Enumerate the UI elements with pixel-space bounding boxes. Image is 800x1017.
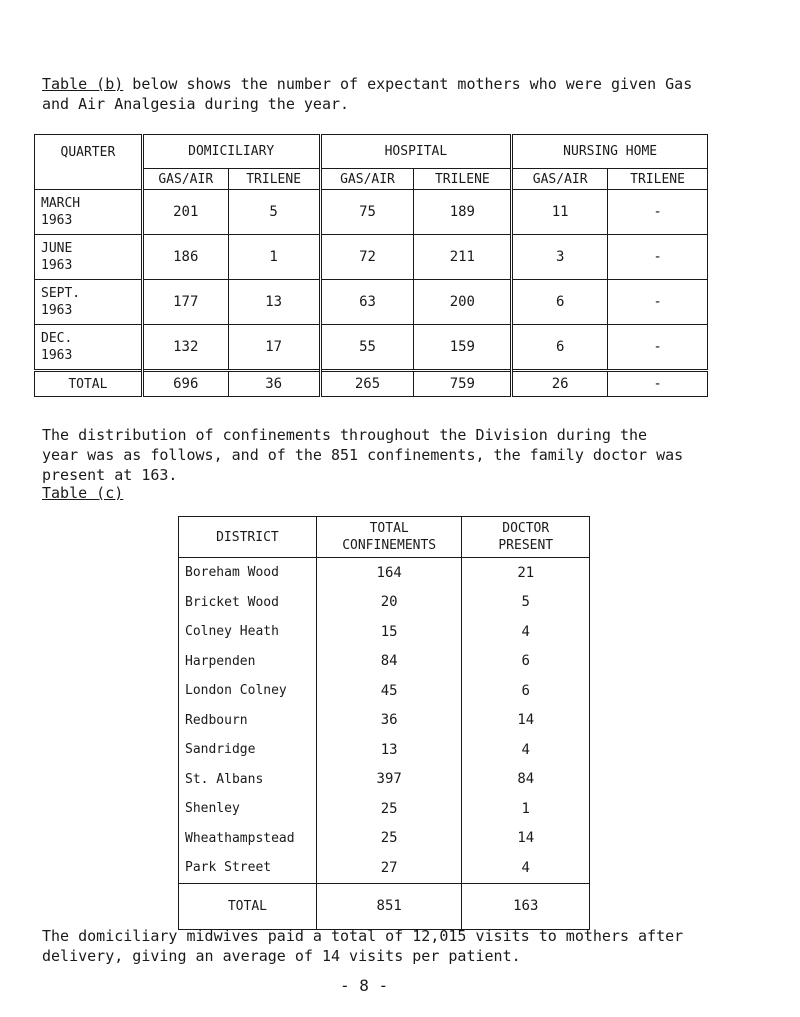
doctor-present: 4 <box>462 617 590 647</box>
total-cell: 26 <box>512 371 608 397</box>
district-name: Bricket Wood <box>179 588 317 618</box>
value-cell: 177 <box>142 280 228 325</box>
doctor-present: 6 <box>462 647 590 677</box>
quarter-cell <box>35 235 143 280</box>
value-cell: 132 <box>142 325 228 371</box>
value-cell: 72 <box>320 235 414 280</box>
total-confinements: 20 <box>316 588 462 618</box>
total-label: TOTAL <box>35 371 143 397</box>
doctor-present: 4 <box>462 853 590 883</box>
intro-line-1-rest: below shows the number of expectant mothers who were given Gas <box>123 75 693 93</box>
table-row <box>179 735 590 765</box>
header-doctor-line-2: PRESENT <box>498 538 554 553</box>
value-cell: 1 <box>228 235 320 280</box>
subheader-dom-gas-air: GAS/AIR <box>142 169 228 190</box>
district-name: Redbourn <box>179 706 317 736</box>
total-cell: 759 <box>414 371 512 397</box>
value-cell: 13 <box>228 280 320 325</box>
total-confinements: 25 <box>316 824 462 854</box>
total-confinements: 851 <box>316 883 462 929</box>
distribution-paragraph <box>42 425 762 485</box>
table-row <box>179 676 590 706</box>
subheader-nh-trilene: TRILENE <box>608 169 708 190</box>
value-cell: 189 <box>414 190 512 235</box>
doctor-present: 4 <box>462 735 590 765</box>
quarter-label: JUNE <box>41 241 73 256</box>
district-name: Shenley <box>179 794 317 824</box>
doctor-present: 14 <box>462 824 590 854</box>
total-confinements: 45 <box>316 676 462 706</box>
value-cell: - <box>608 280 708 325</box>
table-row <box>179 647 590 677</box>
table-row <box>179 765 590 795</box>
quarter-year: 1963 <box>41 213 73 228</box>
table-row <box>179 706 590 736</box>
table-c-title: Table (c) <box>42 484 124 502</box>
value-cell: - <box>608 190 708 235</box>
gas-air-analgesia-table <box>34 134 708 397</box>
total-confinements: 27 <box>316 853 462 883</box>
district-name: Boreham Wood <box>179 558 317 588</box>
distribution-line-1: The distribution of confinements throughout the Division during the <box>42 426 648 444</box>
value-cell: 6 <box>512 325 608 371</box>
header-district: DISTRICT <box>179 517 317 558</box>
value-cell: 17 <box>228 325 320 371</box>
table-row <box>179 853 590 883</box>
district-name: Sandridge <box>179 735 317 765</box>
value-cell: 75 <box>320 190 414 235</box>
total-confinements: 164 <box>316 558 462 588</box>
header-total-line-2: CONFINEMENTS <box>342 538 437 553</box>
subheader-nh-gas-air: GAS/AIR <box>512 169 608 190</box>
table-row <box>35 190 708 235</box>
header-total-line-1: TOTAL <box>369 521 409 536</box>
table-row <box>179 794 590 824</box>
table-row <box>35 280 708 325</box>
value-cell: 11 <box>512 190 608 235</box>
district-name: Harpenden <box>179 647 317 677</box>
quarter-year: 1963 <box>41 258 73 273</box>
doctor-present: 1 <box>462 794 590 824</box>
quarter-year: 1963 <box>41 303 73 318</box>
header-domiciliary: DOMICILIARY <box>142 135 320 169</box>
value-cell: 159 <box>414 325 512 371</box>
table-b-header-row <box>35 135 708 169</box>
table-b-total-row <box>35 371 708 397</box>
header-nursing-home: NURSING HOME <box>512 135 708 169</box>
table-b-reference: Table (b) <box>42 75 124 93</box>
total-confinements: 36 <box>316 706 462 736</box>
intro-line-1 <box>42 74 762 94</box>
total-cell: 696 <box>142 371 228 397</box>
doctor-present: 84 <box>462 765 590 795</box>
page-number: - 8 - <box>340 976 389 995</box>
table-row <box>35 325 708 371</box>
subheader-dom-trilene: TRILENE <box>228 169 320 190</box>
value-cell: 211 <box>414 235 512 280</box>
total-confinements: 13 <box>316 735 462 765</box>
value-cell: 186 <box>142 235 228 280</box>
subheader-hosp-trilene: TRILENE <box>414 169 512 190</box>
distribution-line-2: year was as follows, and of the 851 confinements, the family doctor was <box>42 446 684 464</box>
doctor-present: 14 <box>462 706 590 736</box>
intro-line-2: and Air Analgesia during the year. <box>42 95 350 113</box>
value-cell: 55 <box>320 325 414 371</box>
subheader-hosp-gas-air: GAS/AIR <box>320 169 414 190</box>
closing-line-2: delivery, giving an average of 14 visits per patient. <box>42 947 521 965</box>
value-cell: - <box>608 235 708 280</box>
district-name: Colney Heath <box>179 617 317 647</box>
doctor-present: 21 <box>462 558 590 588</box>
quarter-cell <box>35 280 143 325</box>
table-c-total-row <box>179 883 590 929</box>
table-row <box>179 558 590 588</box>
value-cell: 5 <box>228 190 320 235</box>
closing-line-1: The domiciliary midwives paid a total of 12,015 visits to mothers after <box>42 927 684 945</box>
total-confinements: 397 <box>316 765 462 795</box>
header-doctor-line-1: DOCTOR <box>502 521 550 536</box>
quarter-cell <box>35 325 143 371</box>
intro-paragraph <box>42 74 762 114</box>
district-name: London Colney <box>179 676 317 706</box>
total-cell: 36 <box>228 371 320 397</box>
header-hospital: HOSPITAL <box>320 135 512 169</box>
header-total-confinements <box>316 517 462 558</box>
doctor-present: 163 <box>462 883 590 929</box>
distribution-line-3: present at 163. <box>42 466 178 484</box>
value-cell: 63 <box>320 280 414 325</box>
header-quarter: QUARTER <box>35 135 143 190</box>
quarter-label: DEC. <box>41 331 73 346</box>
total-confinements: 84 <box>316 647 462 677</box>
value-cell: 201 <box>142 190 228 235</box>
district-name: Wheathampstead <box>179 824 317 854</box>
value-cell: 3 <box>512 235 608 280</box>
confinements-by-district-table <box>178 516 590 930</box>
closing-paragraph <box>42 926 762 966</box>
total-cell: 265 <box>320 371 414 397</box>
quarter-label: SEPT. <box>41 286 81 301</box>
district-name: Park Street <box>179 853 317 883</box>
table-row <box>179 824 590 854</box>
table-row <box>35 235 708 280</box>
table-row <box>179 588 590 618</box>
total-confinements: 25 <box>316 794 462 824</box>
value-cell: 6 <box>512 280 608 325</box>
header-doctor-present <box>462 517 590 558</box>
quarter-label: MARCH <box>41 196 81 211</box>
value-cell: 200 <box>414 280 512 325</box>
total-label: TOTAL <box>179 883 317 929</box>
quarter-cell <box>35 190 143 235</box>
quarter-year: 1963 <box>41 348 73 363</box>
doctor-present: 6 <box>462 676 590 706</box>
total-cell: - <box>608 371 708 397</box>
total-confinements: 15 <box>316 617 462 647</box>
value-cell: - <box>608 325 708 371</box>
doctor-present: 5 <box>462 588 590 618</box>
district-name: St. Albans <box>179 765 317 795</box>
table-c-header-row <box>179 517 590 558</box>
table-row <box>179 617 590 647</box>
